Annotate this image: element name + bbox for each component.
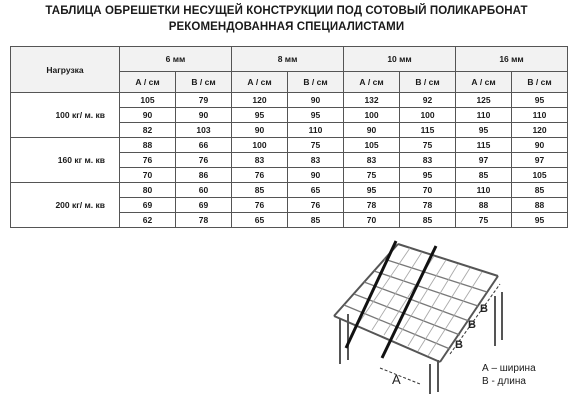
table-cell: 110 (456, 108, 512, 123)
table-cell: 95 (400, 168, 456, 183)
table-cell: 85 (232, 183, 288, 198)
table-cell: 75 (288, 138, 344, 153)
table-cell: 69 (120, 198, 176, 213)
load-cell: 200 кг/ м. кв (11, 183, 120, 228)
table-cell: 85 (400, 213, 456, 228)
table-cell: 110 (456, 183, 512, 198)
table-cell: 95 (512, 213, 568, 228)
table-cell: 82 (120, 123, 176, 138)
highlighted-rafters (346, 241, 436, 358)
table-cell: 80 (120, 183, 176, 198)
table-cell: 69 (176, 198, 232, 213)
table-cell: 75 (400, 138, 456, 153)
table-cell: 79 (176, 93, 232, 108)
table-cell: 95 (512, 93, 568, 108)
table-cell: 83 (344, 153, 400, 168)
table-cell: 100 (400, 108, 456, 123)
diagram-legend (482, 362, 536, 388)
table-cell: 85 (456, 168, 512, 183)
col-b-header: В / см (176, 72, 232, 93)
table-cell: 75 (456, 213, 512, 228)
table-cell: 95 (344, 183, 400, 198)
lathing-table (10, 46, 568, 228)
sheet-rib (408, 264, 458, 346)
table-cell: 78 (176, 213, 232, 228)
table-cell: 76 (288, 198, 344, 213)
table-cell: 115 (400, 123, 456, 138)
table-cell: 103 (176, 123, 232, 138)
table-cell: 90 (232, 123, 288, 138)
table-cell: 65 (288, 183, 344, 198)
sheet-rib (396, 260, 446, 340)
table-cell: 105 (512, 168, 568, 183)
table-cell: 88 (512, 198, 568, 213)
dimension-a-label: A (392, 372, 401, 387)
table-cell: 83 (400, 153, 456, 168)
load-header: Нагрузка (11, 47, 120, 93)
thickness-header: 10 мм (344, 47, 456, 72)
table-cell: 97 (512, 153, 568, 168)
table-cell: 75 (344, 168, 400, 183)
purlin (374, 271, 478, 306)
table-cell: 66 (176, 138, 232, 153)
frame-beam (398, 244, 498, 276)
dimension-b-label: B (480, 303, 488, 315)
table-cell: 90 (288, 168, 344, 183)
table-cell: 125 (456, 93, 512, 108)
table-cell: 110 (288, 123, 344, 138)
table-cell: 90 (176, 108, 232, 123)
col-a-header: А / см (344, 72, 400, 93)
table-cell: 76 (232, 198, 288, 213)
legend-width: А – ширина (482, 363, 536, 374)
table-cell: 76 (176, 153, 232, 168)
table-row (11, 138, 568, 153)
thickness-header: 6 мм (120, 47, 232, 72)
table-cell: 100 (344, 108, 400, 123)
table-cell: 78 (400, 198, 456, 213)
table-cell: 88 (456, 198, 512, 213)
title-line-2: РЕКОМЕНДОВАННАЯ СПЕЦИАЛИСТАМИ (168, 21, 405, 33)
col-b-header: В / см (512, 72, 568, 93)
table-row (11, 93, 568, 108)
table-cell: 105 (344, 138, 400, 153)
table-cell: 60 (176, 183, 232, 198)
table-cell: 70 (344, 213, 400, 228)
table-row (11, 183, 568, 198)
table-cell: 85 (512, 183, 568, 198)
table-cell: 92 (400, 93, 456, 108)
table-cell: 115 (456, 138, 512, 153)
col-b-header: В / см (288, 72, 344, 93)
thickness-header: 16 мм (456, 47, 568, 72)
table-cell: 90 (344, 123, 400, 138)
table-cell: 90 (288, 93, 344, 108)
col-b-header: В / см (400, 72, 456, 93)
dimension-b-label: B (468, 319, 476, 331)
table-cell: 62 (120, 213, 176, 228)
table-cell: 65 (232, 213, 288, 228)
col-a-header: А / см (120, 72, 176, 93)
col-a-header: А / см (232, 72, 288, 93)
table-cell: 76 (232, 168, 288, 183)
table-cell: 120 (512, 123, 568, 138)
table-cell: 85 (288, 213, 344, 228)
col-a-header: А / см (456, 72, 512, 93)
thickness-header: 8 мм (232, 47, 344, 72)
table-cell: 97 (456, 153, 512, 168)
table-cell: 132 (344, 93, 400, 108)
table-cell: 76 (120, 153, 176, 168)
dimension-b-label: B (455, 339, 463, 351)
table-cell: 70 (400, 183, 456, 198)
table-cell: 78 (344, 198, 400, 213)
table-cell: 83 (232, 153, 288, 168)
table-cell: 88 (120, 138, 176, 153)
legend-length: В - длина (482, 376, 526, 387)
title-line-1: ТАБЛИЦА ОБРЕШЕТКИ НЕСУЩЕЙ КОНСТРУКЦИИ ПОД СОТОВЫЙ ПОЛИКАРБОНАТ (45, 5, 528, 17)
table-cell: 86 (176, 168, 232, 183)
table-cell: 120 (232, 93, 288, 108)
table-cell: 100 (232, 138, 288, 153)
load-cell: 100 кг/ м. кв (11, 93, 120, 138)
table-cell: 110 (512, 108, 568, 123)
table-cell: 95 (288, 108, 344, 123)
table-cell: 95 (456, 123, 512, 138)
table-cell: 90 (120, 108, 176, 123)
table-cell: 70 (120, 168, 176, 183)
page-title (0, 3, 573, 35)
table-cell: 90 (512, 138, 568, 153)
table-cell: 95 (232, 108, 288, 123)
table-cell: 83 (288, 153, 344, 168)
load-cell: 160 кг м. кв (11, 138, 120, 183)
table-cell: 105 (120, 93, 176, 108)
